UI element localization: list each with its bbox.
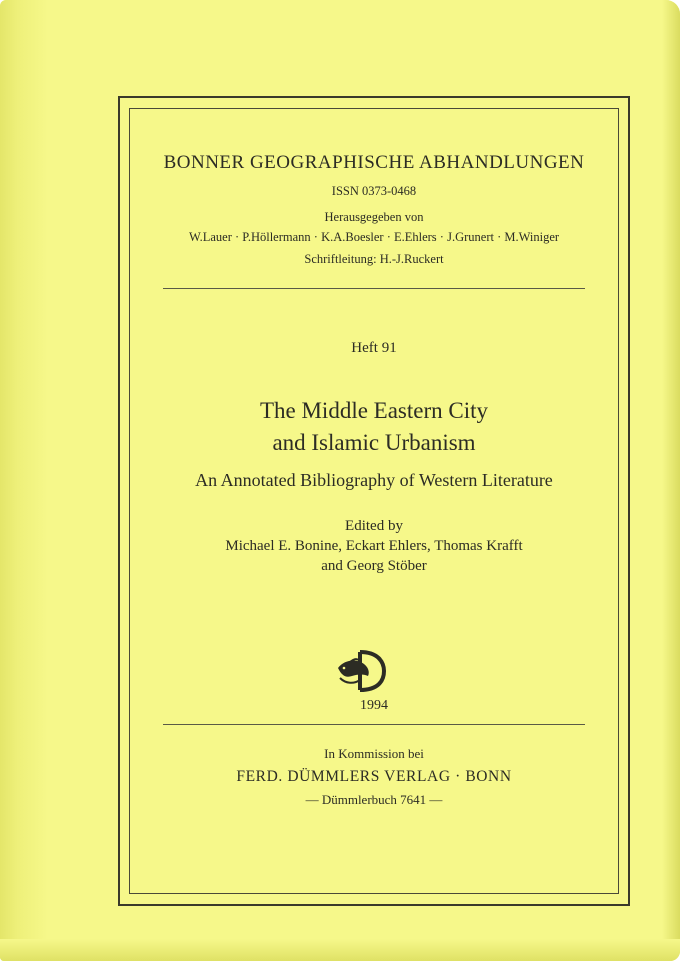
divider-bottom [163,724,585,725]
edited-by-label: Edited by [345,518,403,534]
publisher-name: FERD. DÜMMLERS VERLAG · BONN [236,768,512,785]
issn: ISSN 0373-0468 [331,184,417,198]
book-editors-line-2: and Georg Stöber [321,558,427,574]
bottom-edge [0,939,680,961]
book-subtitle: An Annotated Bibliography of Western Literature [195,470,553,490]
series-editors: W.Lauer · P.Höllermann · K.A.Boesler · E.Ehlers · J.Grunert · M.Winiger [188,230,560,244]
kommission-label: In Kommission bei [324,746,424,761]
spine-edge [0,0,48,961]
publication-year: 1994 [360,698,388,713]
duemmlerbuch-number: — Dümmlerbuch 7641 — [305,792,443,807]
book-title-line-2: and Islamic Urbanism [272,430,476,455]
cover-content [129,108,619,894]
schriftleitung: Schriftleitung: H.-J.Ruckert [304,252,444,266]
herausgegeben-label: Herausgegeben von [324,210,424,224]
series-title: BONNER GEOGRAPHISCHE ABHANDLUNGEN [163,152,585,173]
right-edge [662,0,680,961]
book-title-line-1: The Middle Eastern City [259,398,489,423]
heft-number: Heft 91 [351,340,397,356]
divider-top [163,288,585,289]
dolphin-d-publisher-logo-icon [334,648,386,694]
book-editors-line-1: Michael E. Bonine, Eckart Ehlers, Thomas Krafft [225,538,523,554]
